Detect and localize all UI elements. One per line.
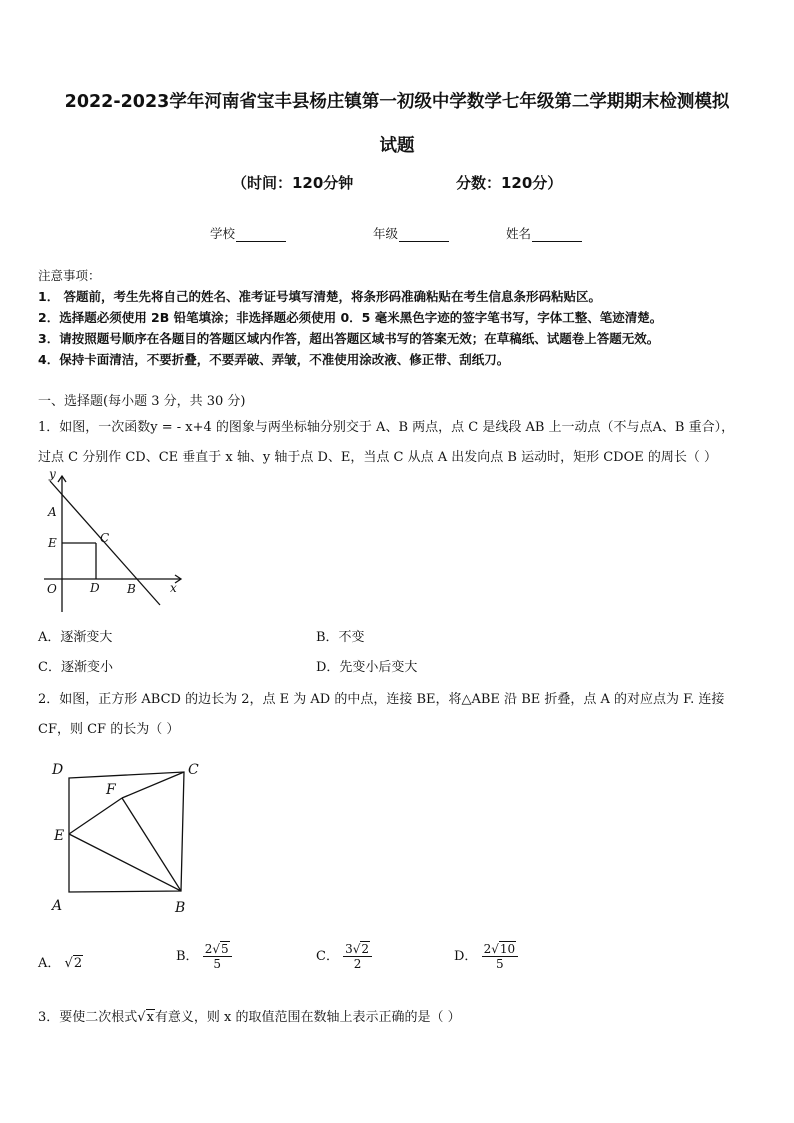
note-item: 3．请按照题号顺序在各题目的答题区域内作答，超出答题区域书写的答案无效；在草稿纸、试题卷上答题无效。 bbox=[38, 331, 660, 346]
notes-heading: 注意事项： bbox=[38, 268, 101, 283]
fig2-label-d: D bbox=[52, 762, 64, 778]
fig1-label-c: C bbox=[100, 531, 110, 545]
fig2-label-f: F bbox=[106, 782, 116, 798]
q1-option-b[interactable]: B．不变 bbox=[316, 630, 365, 645]
fraction: $\frac{2√5}{5}$ bbox=[203, 942, 232, 971]
page-title: 2022-2023学年河南省宝丰县杨庄镇第一初级中学数学七年级第二学期期末检测模拟 bbox=[64, 92, 730, 112]
note-item: 1． 答题前，考生先将自己的姓名、准考证号填写清楚，将条形码准确粘贴在考生信息条形码粘贴区。 bbox=[38, 289, 602, 304]
grade-label: 年级 bbox=[373, 226, 399, 241]
q2-figure bbox=[46, 756, 212, 918]
fig1-label-e: E bbox=[48, 536, 57, 550]
page-title-line2: 试题 bbox=[379, 136, 415, 156]
section-heading: 一、选择题(每小题 3 分，共 30 分) bbox=[38, 394, 246, 409]
sqrt-symbol: √2 bbox=[64, 956, 83, 971]
q1-text-line2: 过点 C 分别作 CD、CE 垂直于 x 轴、y 轴于点 D、E，当点 C 从点 A 出发向点 B 运动时，矩形 CDOE 的周长（ ） bbox=[38, 450, 717, 465]
school-field[interactable] bbox=[210, 224, 286, 242]
fraction: $\frac{2√10}{5}$ bbox=[482, 942, 519, 971]
fig2-label-a: A bbox=[52, 898, 63, 914]
q1-option-d[interactable]: D．先变小后变大 bbox=[316, 660, 418, 675]
fig1-label-o: O bbox=[47, 582, 57, 596]
note-item: 4．保持卡面清洁，不要折叠，不要弄破、弄皱，不准使用涂改液、修正带、刮纸刀。 bbox=[38, 352, 510, 367]
q1-figure bbox=[36, 468, 196, 616]
q2-option-a[interactable]: A． √2 bbox=[38, 956, 83, 971]
fig1-label-d: D bbox=[90, 581, 100, 595]
sqrt-symbol: √x bbox=[137, 1010, 154, 1025]
fig2-label-e: E bbox=[54, 828, 65, 844]
q1-option-a[interactable]: A．逐渐变大 bbox=[38, 630, 113, 645]
q2-option-b[interactable]: B． $\frac{2√5}{5}$ bbox=[176, 942, 232, 971]
fraction: $\frac{3√2}{2}$ bbox=[343, 942, 372, 971]
school-label: 学校 bbox=[210, 226, 236, 241]
q2-option-c[interactable]: C． $\frac{3√2}{2}$ bbox=[316, 942, 372, 971]
q2-text-line1: 2．如图，正方形 ABCD 的边长为 2，点 E 为 AD 的中点，连接 BE，将△ABE 沿 BE 折叠，点 A 的对应点为 F. 连接 bbox=[38, 692, 725, 707]
exam-score: 分数：120分） bbox=[456, 174, 563, 192]
fig1-label-a: A bbox=[48, 505, 57, 519]
fig2-label-c: C bbox=[188, 762, 199, 778]
fig1-label-y: y bbox=[49, 468, 56, 481]
note-item: 2．选择题必须使用 2B 铅笔填涂；非选择题必须使用 0．5 毫米黑色字迹的签字笔书写，字体工整、笔迹清楚。 bbox=[38, 310, 663, 325]
q1-text-line1: 1．如图，一次函数y = - x+4 的图象与两坐标轴分别交于 A、B 两点，点 C 是线段 AB 上一动点（不与点A、B 重合）， bbox=[38, 420, 735, 435]
fig1-label-b: B bbox=[127, 582, 136, 596]
name-label: 姓名 bbox=[506, 226, 532, 241]
q2-option-d[interactable]: D． $\frac{2√10}{5}$ bbox=[454, 942, 518, 971]
q3-text: 3．要使二次根式√x有意义，则 x 的取值范围在数轴上表示正确的是（ ） bbox=[38, 1010, 461, 1025]
q1-option-c[interactable]: C．逐渐变小 bbox=[38, 660, 113, 675]
grade-field[interactable] bbox=[373, 224, 449, 242]
fig1-label-x: x bbox=[170, 581, 177, 595]
q2-text-line2: CF，则 CF 的长为（ ） bbox=[38, 722, 180, 737]
exam-time: （时间：120分钟 bbox=[232, 174, 354, 192]
name-field[interactable] bbox=[506, 224, 582, 242]
fig2-label-b: B bbox=[175, 900, 186, 916]
